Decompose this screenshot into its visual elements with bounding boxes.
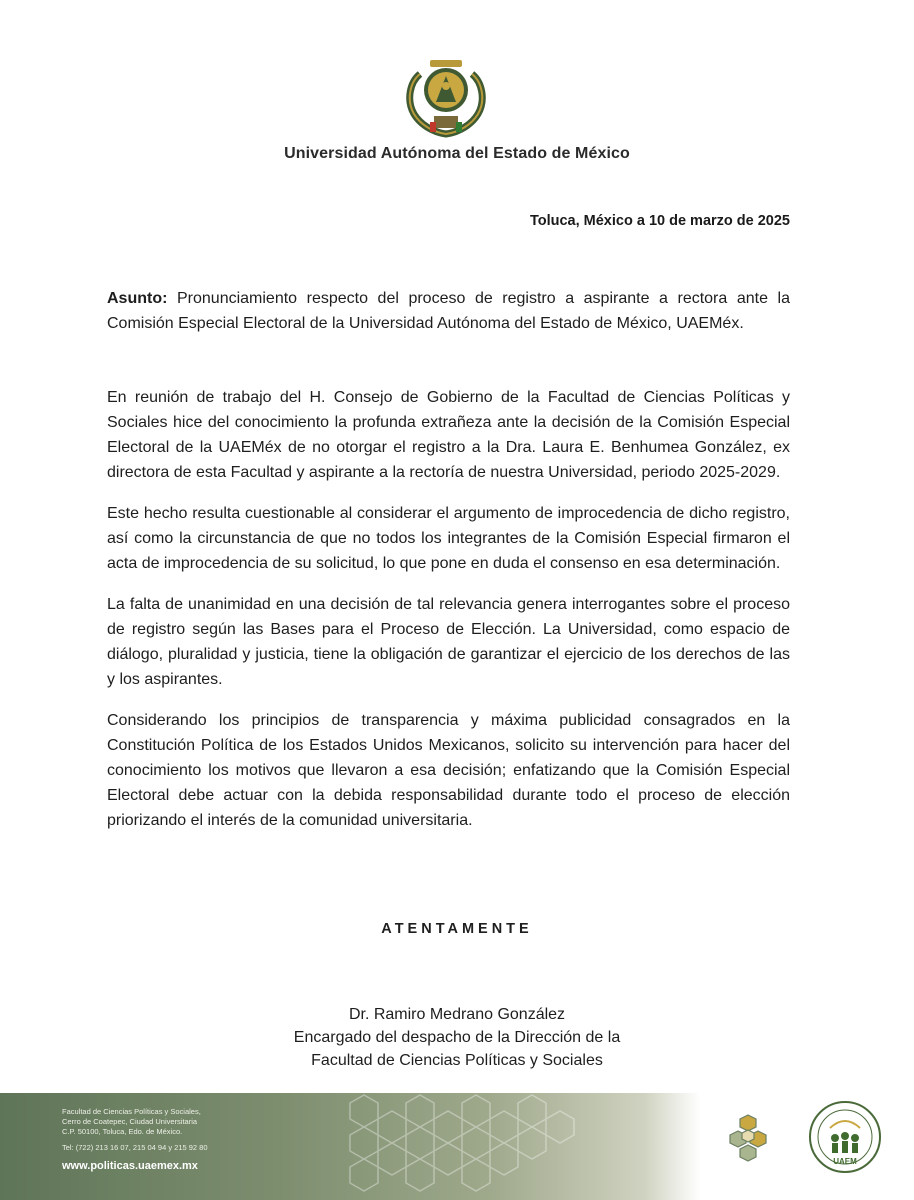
- footer-contact: [62, 1107, 208, 1171]
- paragraph: Considerando los principios de transparencia y máxima publicidad consagrados en la Constitución Política de los Estados Unidos Mexicanos, solicito su intervención para hacer del conocimiento los motivos que llevaron a esa decisión; enfatizando que la Comisión Especial Electoral debe actuar con la debida responsabilidad durante todo el proceso de elección priorizando el interés de la comunidad universitaria.: [107, 712, 790, 829]
- paragraph: En reunión de trabajo del H. Consejo de Gobierno de la Facultad de Ciencias Políticas y Sociales hice del conocimiento la profunda extrañeza ante la decisión de la Comisión Especial Electoral de la UAEMéx de no otorgar el registro a la Dra. Laura E. Benhumea González, ex directora de esta Facultad y aspirante a la rectoría de nuestra Universidad, periodo 2025-2029.: [107, 389, 790, 481]
- signatory-title-line1: Encargado del despacho de la Dirección de la: [293, 1029, 621, 1046]
- subject-text: Pronunciamiento respecto del proceso de registro a aspirante a rectora ante la Comisión Especial Electoral de la Universidad Autónoma del Estado de México, UAEMéx.: [107, 290, 790, 332]
- subject-label: Asunto:: [107, 290, 168, 307]
- university-crest-icon: [400, 52, 492, 138]
- footer: [0, 1093, 914, 1200]
- date-line: Toluca, México a 10 de marzo de 2025: [529, 213, 790, 229]
- footer-address-line: C.P. 50100, Toluca, Edo. de México.: [62, 1127, 183, 1136]
- signatory-title-line2: Facultad de Ciencias Políticas y Sociales: [311, 1052, 603, 1069]
- hexagon-logo-icon: [726, 1113, 770, 1163]
- university-name: Universidad Autónoma del Estado de México: [284, 145, 630, 162]
- subject-block: [107, 286, 790, 336]
- footer-address-line: Cerro de Coatepec, Ciudad Universitaria: [62, 1117, 198, 1126]
- faculty-seal-icon: [808, 1100, 882, 1174]
- faculty-seal-label: UAEM: [833, 1157, 857, 1166]
- letter-body: [107, 385, 790, 849]
- signature-block: [0, 1003, 914, 1072]
- paragraph: La falta de unanimidad en una decisión de tal relevancia genera interrogantes sobre el proceso de registro según las Bases para el Proceso de Elección. La Universidad, como espacio de diálogo, pluralidad y justicia, tiene la obligación de garantizar el ejercicio de los derechos de las y los aspirantes.: [107, 596, 790, 688]
- signatory-name: Dr. Ramiro Medrano González: [348, 1006, 566, 1023]
- footer-website-link[interactable]: www.politicas.uaemex.mx: [62, 1160, 198, 1172]
- paragraph: Este hecho resulta cuestionable al considerar el argumento de improcedencia de dicho registro, así como la circunstancia de que no todos los integrantes de la Comisión Especial firmaron el acta de improcedencia de su solicitud, lo que pone en duda el consenso en esa determinación.: [107, 505, 790, 572]
- closing: ATENTAMENTE: [381, 921, 533, 937]
- footer-address-line: Facultad de Ciencias Políticas y Sociales,: [62, 1107, 201, 1116]
- footer-phone: Tel: (722) 213 16 07, 215 04 94 y 215 92 80: [62, 1143, 208, 1152]
- hexagon-pattern-icon: [330, 1093, 710, 1200]
